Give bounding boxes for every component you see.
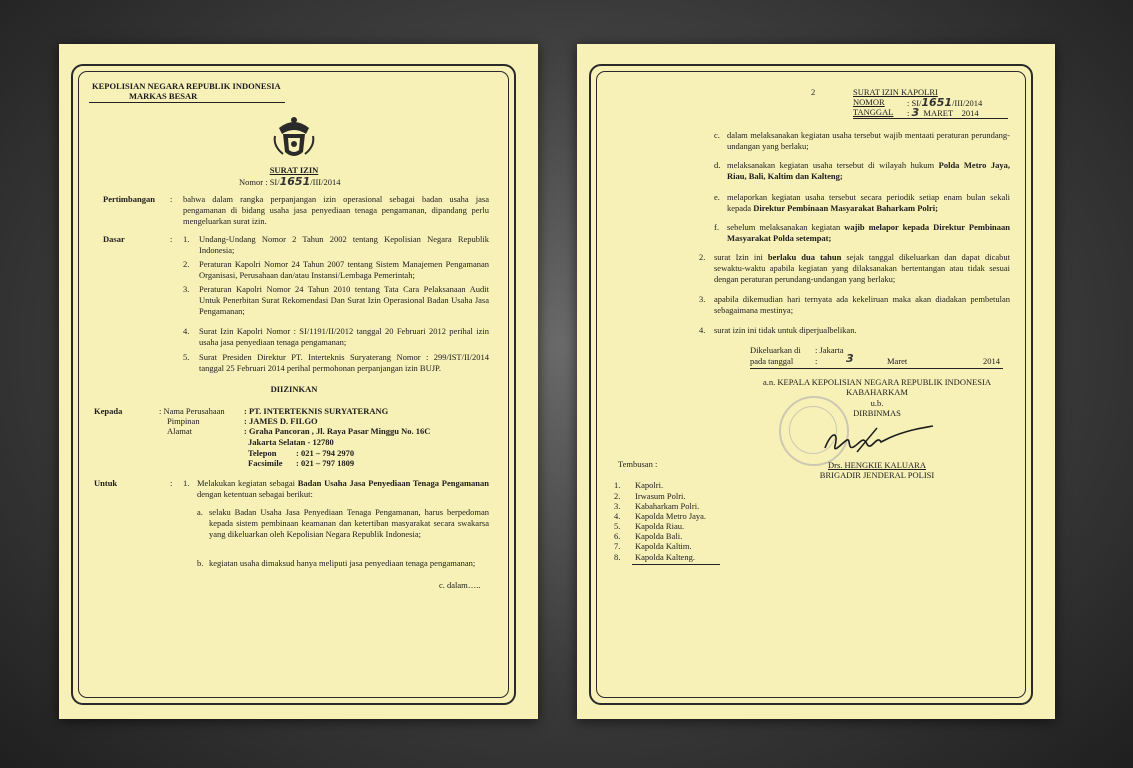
dasar-item: Surat Izin Kapolri Nomor : SI/1191/II/2012 tanggal 20 Februari 2012 perihal izin usaha jasa penyediaan tenaga pengamanan; [199, 326, 489, 347]
company-leader: : JAMES D. FILGO [244, 416, 318, 426]
org-subname: MARKAS BESAR [129, 91, 198, 101]
header-number: : SI/1651/III/2014 [907, 96, 983, 109]
company-address: : Graha Pancoran , Jl. Raya Pasar Minggu No. 16C [244, 426, 431, 436]
document-page-1: KEPOLISIAN NEGARA REPUBLIK INDONESIA MARKAS BESAR SURAT IZIN Nomor : SI/1651/III/2014 Pertimbangan : bahwa dalam rangka perpanjangan izin operasional sebagai badan usaha jasa pengamanan di bidang usaha jasa penyediaan tenaga pengamanan, dipandang perlu mengeluarkan surat izin. Dasar : 1. Undang-Undang Nomor 2 Tahun 2002 tentang Kepolisian Negara Republik Indonesia; 2. Peraturan Kapolri Nomor 24 Tahun 2007 tentang Sistem Manajemen Pengamanan Organisasi, Perusahaan dan/atau Instansi/Lembaga Pemerintah; 3. Peraturan Kapolri Nomor 24 Tahun 2010 tentang Tata Cara Pelaksanaan Audit Untuk Penerbitan Surat Rekomendasi Dan Surat Izin Operasional Badan Usaha Jasa Pengamanan; 4. Surat Izin Kapolri Nomor : SI/1191/II/2012 tanggal 20 Februari 2012 perihal izin usaha jasa penyediaan tenaga pengamanan; 5. Surat Presiden Direktur PT. Interteknis Suryaterang Nomor : 299/IST/II/2014 tanggal 25 Februari 2014 perihal permohonan perpanjangan izin BUJP. DIIZINKAN Kepada : Nama Perusahaan : PT. INTERTEKNIS SURYATERANG Pimpinan : JAMES D. FILGO Alamat : Graha Pancoran , Jl. Raya Pasar Minggu No. 16C Jakarta Selatan - 12780 Telepon : 021 – 794 2970 Facsimile : 021 – 797 1809 Untuk : 1. Melakukan kegiatan sebagai Badan Usaha Jasa Penyediaan Tenaga Pengamanan dengan ketentuan sebagai berikut: a. selaku Badan Usaha Jasa Penyediaan Tenaga Pengamanan, harus berpedoman kepada sistem pembinaan keamanan dan ketertiban masyarakat secara swakarsa yang dikeluarkan oleh Kepolisian Negara Republik Indonesia; b. kegiatan usaha dimaksud hanya meliputi jasa penyediaan tenaga pengamanan; c. dalam….. [59, 44, 538, 719]
pertimbangan-text: bahwa dalam rangka perpanjangan izin operasional sebagai badan usaha jasa pengamanan di bidang usaha jasa penyediaan tenaga pengamanan, dipandang perlu mengeluarkan surat izin. [183, 194, 489, 226]
issue-place: : Jakarta [815, 345, 844, 355]
dasar-item: Peraturan Kapolri Nomor 24 Tahun 2010 tentang Tata Cara Pelaksanaan Audit Untuk Penerbitan Surat Rekomendasi Dan Surat Izin Operasional Badan Usaha Jasa Pengamanan; [199, 284, 489, 316]
document-number: Nomor : SI/1651/III/2014 [239, 175, 341, 188]
header-title: SURAT IZIN KAPOLRI [853, 87, 938, 97]
clause-2: surat Izin ini berlaku dua tahun sejak tanggal dikeluarkan dan dapat dicabut sewaktu-waktu apabila kegiatan yang dilaksanakan bertentangan atau tidak sesuai dengan peraturan perundang-undangan yang berlaku; [714, 252, 1011, 284]
document-title: SURAT IZIN [269, 165, 319, 175]
signatory-name: Drs. HENGKIE KALUARA [828, 460, 926, 470]
untuk-label: Untuk [94, 478, 118, 488]
handwritten-day: 3 [846, 352, 854, 365]
header-date: : 3 MARET 2014 [907, 106, 979, 119]
handwritten-number: 1651 [279, 175, 311, 188]
dasar-item: Undang-Undang Nomor 2 Tahun 2002 tentang Kepolisian Negara Republik Indonesia; [199, 234, 489, 255]
untuk-text: Melakukan kegiatan sebagai Badan Usaha Jasa Penyediaan Tenaga Pengamanan dengan ketentuan sebagai berikut: [197, 478, 489, 499]
company-phone: : 021 – 794 2970 [296, 448, 355, 458]
org-name: KEPOLISIAN NEGARA REPUBLIK INDONESIA [92, 81, 281, 91]
page-number: 2 [811, 87, 816, 97]
untuk-item-c: dalam melaksanakan kegiatan usaha tersebut wajib mentaati peraturan perundang-undangan yang berlaku; [727, 130, 1010, 151]
tembusan-label: Tembusan : [618, 459, 658, 469]
company-name: : PT. INTERTEKNIS SURYATERANG [244, 406, 389, 416]
dasar-label: Dasar [103, 234, 125, 244]
tembusan-item: Irwasum Polri. [635, 491, 686, 501]
dasar-item: Surat Presiden Direktur PT. Interteknis Suryaterang Nomor : 299/IST/II/2014 tanggal 25 Februari 2014 perihal permohonan perpanjangan izin BUJP. [199, 352, 489, 373]
signatory-rank: BRIGADIR JENDERAL POLISI [819, 470, 935, 480]
untuk-item-b: kegiatan usaha dimaksud hanya meliputi jasa penyediaan tenaga pengamanan; [209, 558, 476, 568]
untuk-item-e: melaporkan kegiatan usaha tersebut secara periodik setiap enam bulan sekali kepada Direktur Pembinaan Masyarakat Baharkam Polri; [727, 192, 1010, 213]
tembusan-item: Kapolda Riau. [635, 521, 685, 531]
continuation-note: c. dalam….. [439, 580, 481, 590]
clause-3: apabila dikemudian hari ternyata ada kekeliruan maka akan diadakan pembetulan sebagaimana mestinya; [714, 294, 1010, 315]
dasar-item: Peraturan Kapolri Nomor 24 Tahun 2007 tentang Sistem Manajemen Pengamanan Organisasi, Perusahaan dan/atau Instansi/Lembaga Pemerintah; [199, 259, 489, 280]
untuk-item-a: selaku Badan Usaha Jasa Penyediaan Tenaga Pengamanan, harus berpedoman kepada sistem pembinaan keamanan dan ketertiban masyarakat secara swakarsa yang dikeluarkan oleh Kepolisian Negara Republik Indonesia; [209, 507, 489, 539]
tembusan-item: Kapolda Kalteng. [635, 552, 695, 562]
tembusan-item: Kabaharkam Polri. [635, 501, 700, 511]
pertimbangan-label: Pertimbangan [103, 194, 155, 204]
clause-4: surat izin ini tidak untuk diperjualbelikan. [714, 325, 857, 335]
diizinkan-heading: DIIZINKAN [270, 384, 318, 394]
untuk-item-f: sebelum melaksanakan kegiatan wajib melapor kepada Direktur Pembinaan Masyarakat Polda setempat; [727, 222, 1011, 243]
company-fax: : 021 – 797 1809 [296, 458, 355, 468]
tembusan-item: Kapolda Bali. [635, 531, 683, 541]
signature-icon [817, 422, 937, 462]
issue-year: 2014 [983, 356, 1000, 366]
tembusan-item: Kapolda Metro Jaya. [635, 511, 707, 521]
tembusan-item: Kapolri. [635, 480, 664, 490]
document-page-2: 2 SURAT IZIN KAPOLRI NOMOR : SI/1651/III/2014 TANGGAL : 3 MARET 2014 c. dalam melaksanakan kegiatan usaha tersebut wajib mentaati peraturan perundang-undangan yang berlaku; d. melaksanakan kegiatan usaha tersebut di wilayah hukum Polda Metro Jaya, Riau, Bali, Kaltim dan Kalteng; e. melaporkan kegiatan usaha tersebut secara periodik setiap enam bulan sekali kepada Direktur Pembinaan Masyarakat Baharkam Polri; f. sebelum melaksanakan kegiatan wajib melapor kepada Direktur Pembinaan Masyarakat Polda setempat; 2. surat Izin ini berlaku dua tahun sejak tanggal dikeluarkan dan dapat dicabut sewaktu-waktu apabila kegiatan yang dilaksanakan bertentangan atau tidak sesuai dengan peraturan perundang-undangan yang berlaku; 3. apabila dikemudian hari ternyata ada kekeliruan maka akan diadakan pembetulan sebagaimana mestinya; 4. surat izin ini tidak untuk diperjualbelikan. Dikeluarkan di : Jakarta pada tanggal : 3 Maret 2014 a.n. KEPALA KEPOLISIAN NEGARA REPUBLIK INDONESIA KABAHARKAM u.b. DIRBINMAS Drs. HENGKIE KALUARA BRIGADIR JENDERAL POLISI Tembusan : 1. Kapolri. 2. Irwasum Polri. 3. Kabaharkam Polri. 4. Kapolda Metro Jaya. 5. Kapolda Riau. 6. Kapolda Bali. 7. Kapolda Kaltim. 8. Kapolda Kalteng. [577, 44, 1055, 719]
police-emblem-icon [269, 114, 319, 162]
untuk-item-d: melaksanakan kegiatan usaha tersebut di wilayah hukum Polda Metro Jaya, Riau, Bali, Kaltim dan Kalteng; [727, 160, 1011, 181]
signatory-title: a.n. KEPALA KEPOLISIAN NEGARA REPUBLIK INDONESIA [762, 377, 991, 387]
kepada-label: Kepada [94, 406, 123, 416]
tembusan-item: Kapolda Kaltim. [635, 541, 692, 551]
